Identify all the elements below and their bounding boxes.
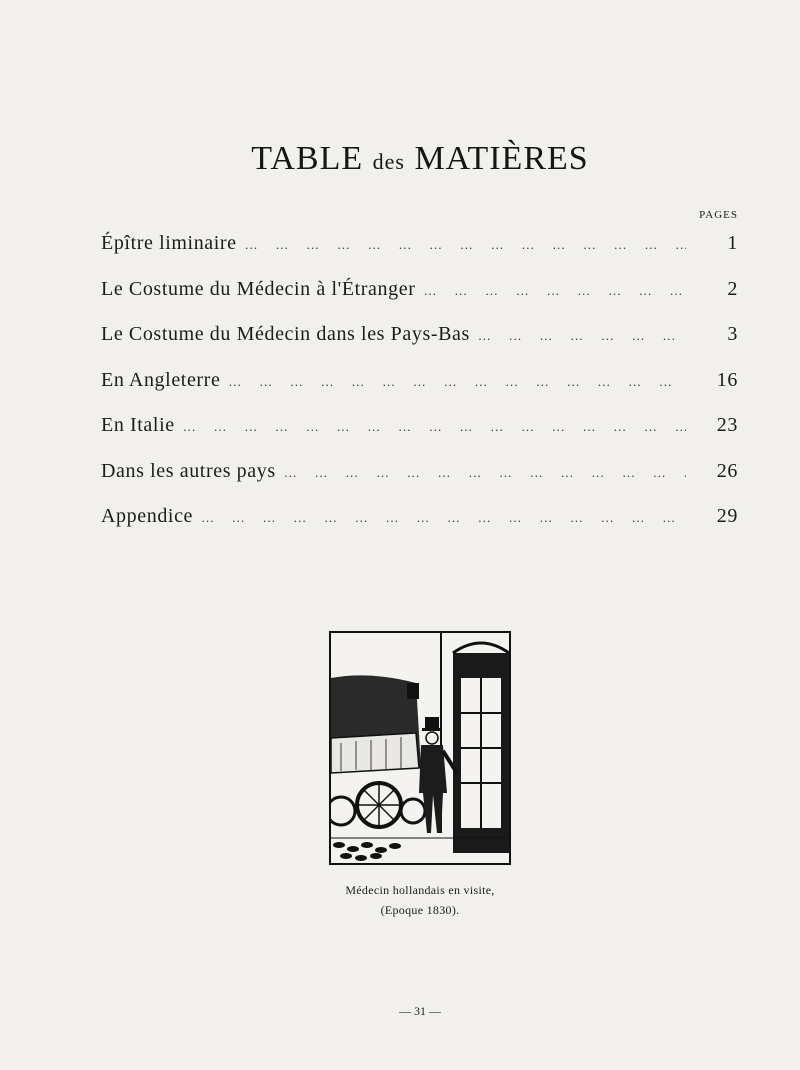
woodcut-drawing xyxy=(331,633,509,863)
pages-column-heading: PAGES xyxy=(699,209,738,221)
table-of-contents xyxy=(101,232,738,551)
toc-entry xyxy=(101,232,738,278)
title-word-des: des xyxy=(372,149,405,174)
page-title xyxy=(0,140,800,178)
toc-entry xyxy=(101,323,738,369)
toc-entry-page: 23 xyxy=(716,414,738,436)
toc-entry-title: Épître liminaire xyxy=(101,232,237,254)
toc-entry xyxy=(101,369,738,415)
toc-entry-page: 2 xyxy=(727,277,738,300)
toc-entry-page: 16 xyxy=(716,368,738,391)
caption-line-2: (Epoque 1830). xyxy=(380,903,460,917)
toc-entry-title: En Italie xyxy=(101,414,175,436)
toc-entry xyxy=(101,278,738,324)
toc-dot-leader xyxy=(228,374,686,390)
toc-entry-page: 3 xyxy=(727,323,738,345)
toc-entry-title: En Angleterre xyxy=(101,368,221,391)
toc-entry-page: 29 xyxy=(716,505,738,527)
toc-dot-leader xyxy=(478,328,686,344)
toc-entry-page: 1 xyxy=(727,232,738,254)
toc-entry-title: Appendice xyxy=(101,505,194,527)
toc-entry-title: Le Costume du Médecin dans les Pays-Bas xyxy=(101,323,470,345)
title-word-table: TABLE xyxy=(251,140,364,177)
toc-entry xyxy=(101,505,738,551)
toc-dot-leader xyxy=(183,419,686,435)
toc-dot-leader xyxy=(201,510,686,526)
caption-line-1: Médecin hollandais en visite, xyxy=(345,883,495,897)
title-word-matieres: MATIÈRES xyxy=(414,140,589,177)
toc-entry-title: Le Costume du Médecin à l'Étranger xyxy=(101,277,416,300)
toc-entry-title: Dans les autres pays xyxy=(101,459,276,482)
toc-entry xyxy=(101,414,738,460)
toc-dot-leader xyxy=(423,283,686,299)
woodcut-illustration xyxy=(329,631,511,865)
toc-entry-page: 26 xyxy=(716,459,738,482)
toc-dot-leader xyxy=(245,237,686,253)
toc-entry xyxy=(101,460,738,506)
page-number: — 31 — xyxy=(399,1004,441,1018)
figure-caption xyxy=(0,880,800,920)
toc-dot-leader xyxy=(284,465,686,481)
